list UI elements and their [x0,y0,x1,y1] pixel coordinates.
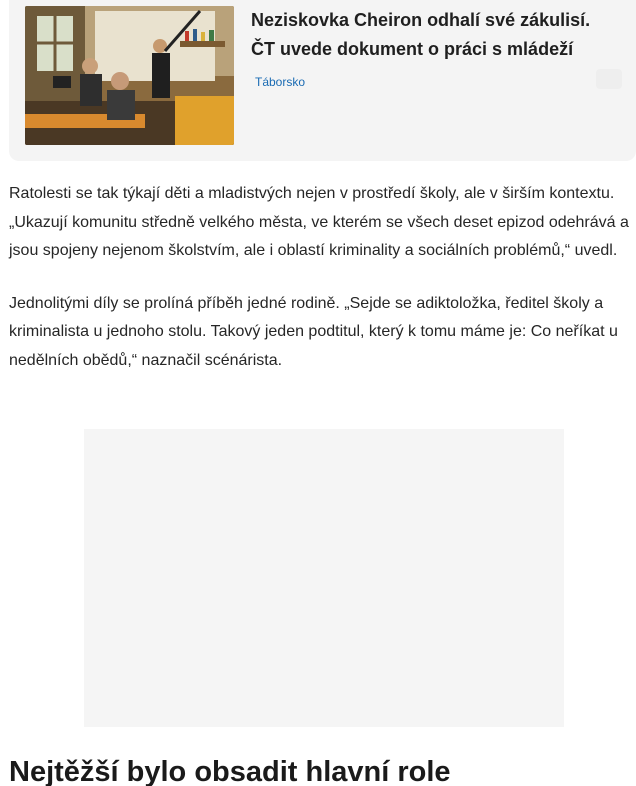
related-article-card[interactable] [9,0,636,161]
section-heading: Nejtěžší bylo obsadit hlavní role [9,756,451,786]
related-article-tag[interactable]: Táborsko [255,75,306,89]
ad-placeholder [84,429,564,727]
article-paragraph: Ratolesti se tak týkají děti a mladistvých nejen v prostředí školy, ale v širším kontextu. „Ukazují komunitu středně velkého města, ve kterém se všech deset epizod odehrává a jsou spojeny nejenom školstvím, ale i oblastí kriminality a sociálních problémů,“ uvedl. [9,185,629,259]
thumbnail-photo [25,6,234,145]
article-paragraph: Jednolitými díly se prolíná příběh jedné rodině. „Sejde se adiktoložka, ředitel školy a kriminalista u jednoho stolu. Takový jeden podtitul, který k tomu máme je: Co neříkat u nedělních obědů,“ naznačil scénárista. [9,294,618,369]
related-article-title[interactable]: Neziskovka Cheiron odhalí své zákulisí. ČT uvede dokument o práci s mládeží [251,10,591,59]
related-article-action-icon[interactable] [596,69,622,89]
related-article-thumbnail[interactable] [25,6,234,145]
article-body [9,180,633,399]
